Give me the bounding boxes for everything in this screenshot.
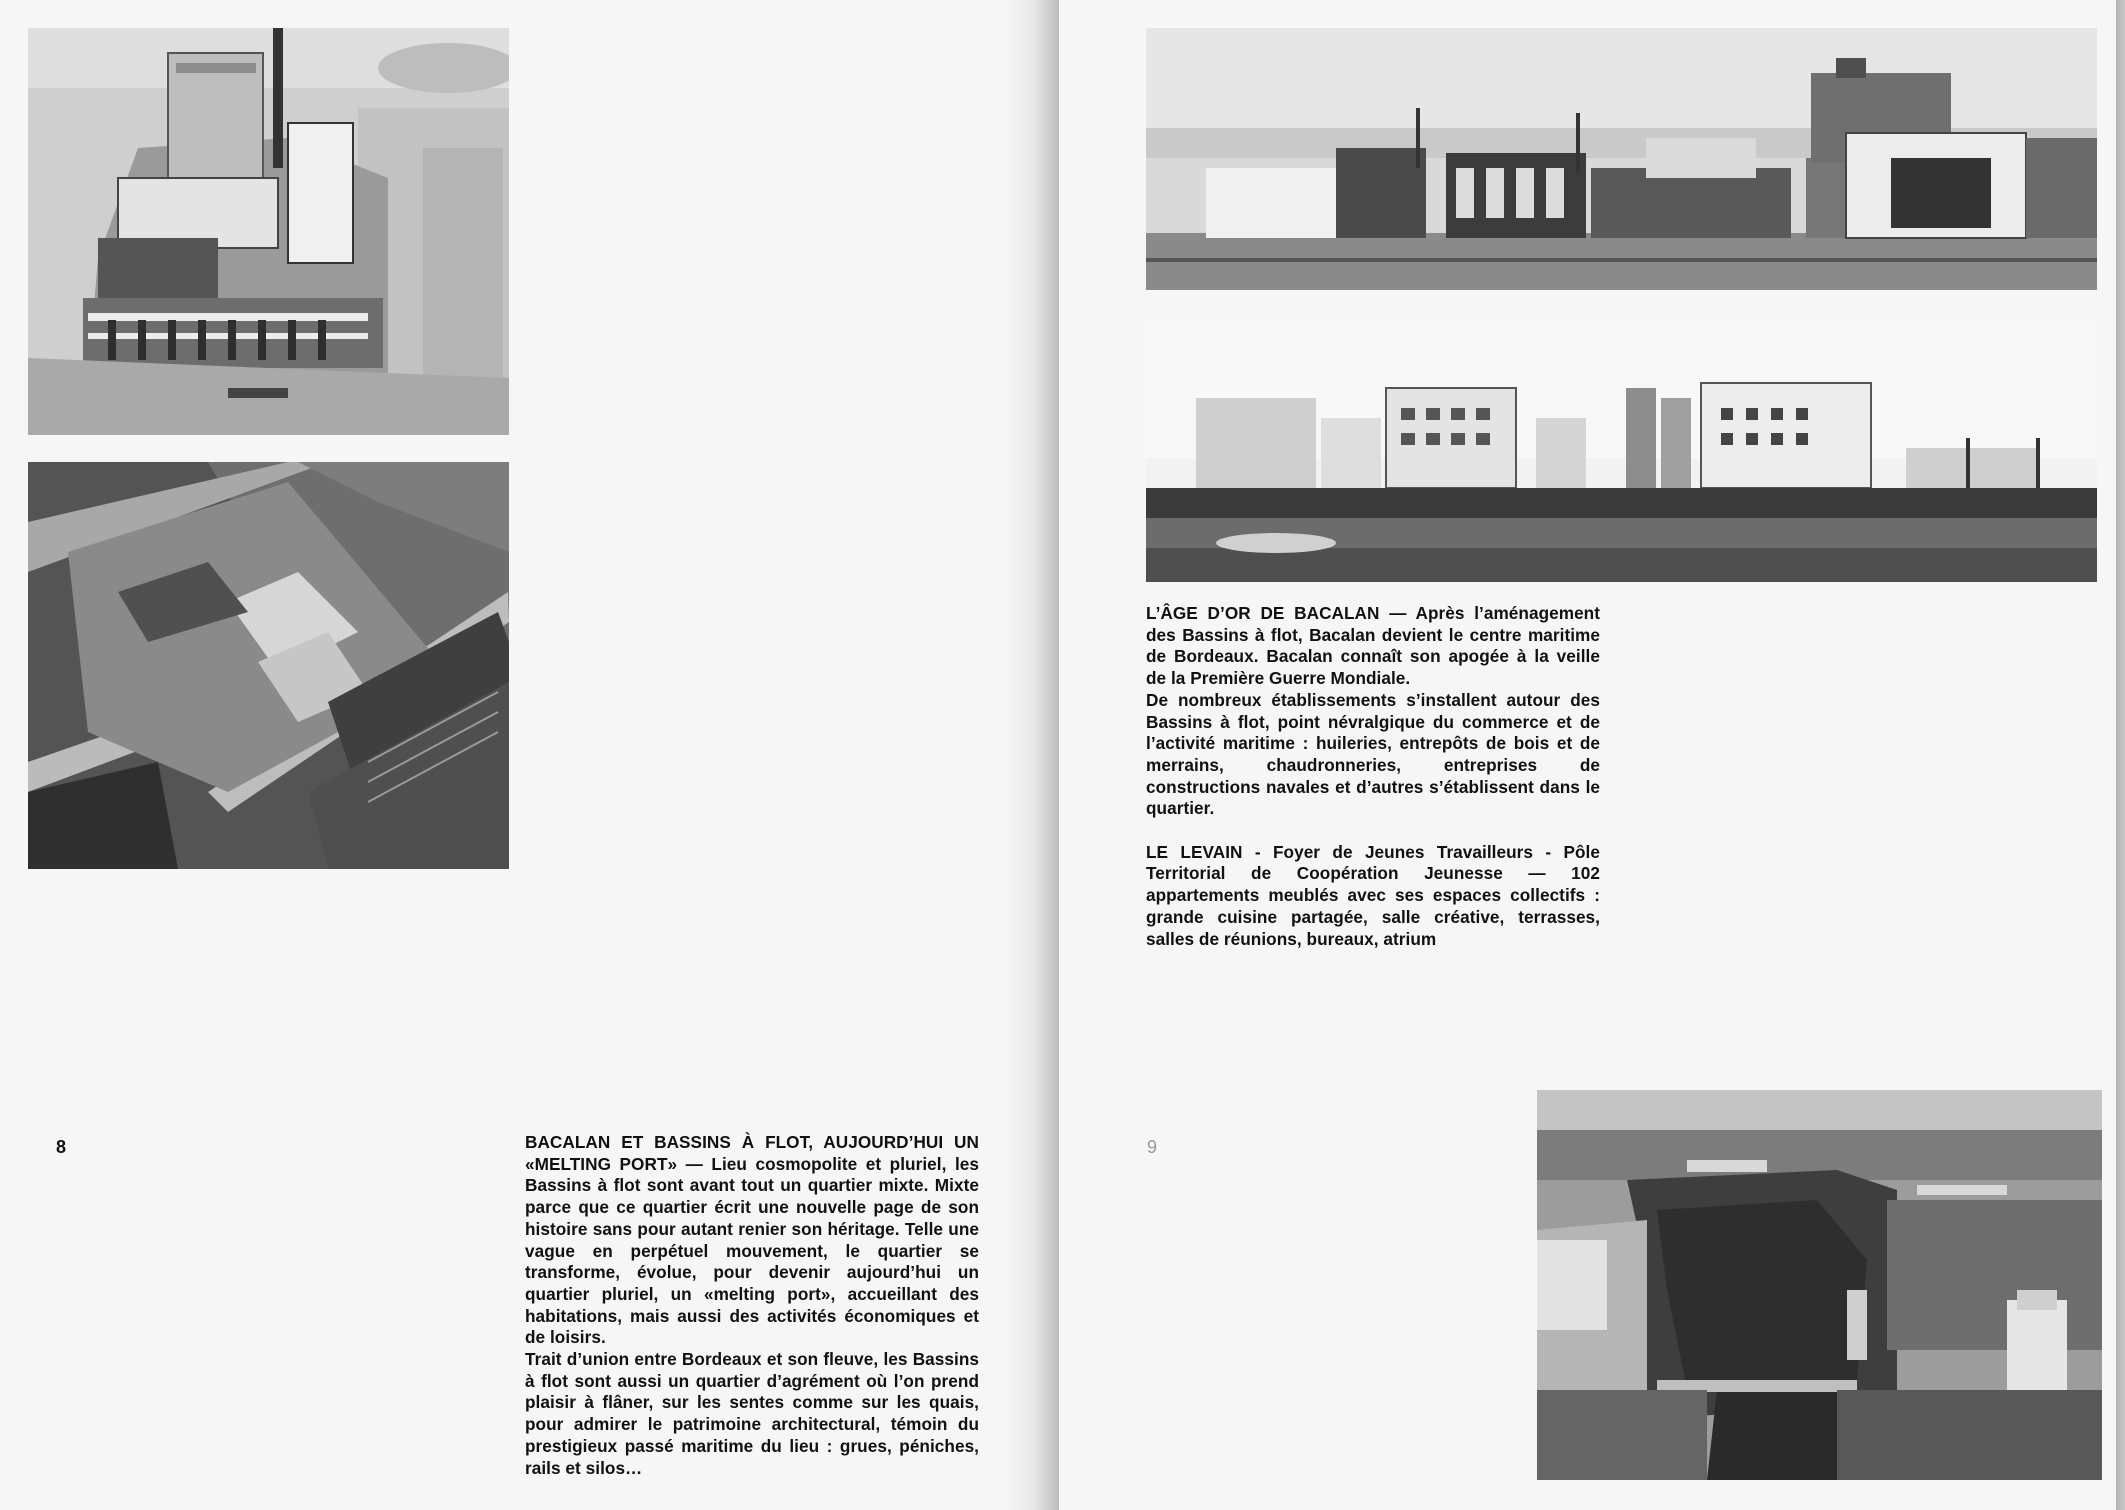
right-text-body: — Après l’aménagement des Bassins à flot, Bacalan devient le centre maritime de Bordeaux. Bacalan connaît son apogée à la veille de la Première Guerre Mondiale. [1146,603,1600,689]
left-text-body: — Lieu cosmopolite et pluriel, les Bassins à flot sont avant tout un quartier mixte. Mixte parce que ce quartier écrit une nouvelle page de son histoire sans pour autant renier son héritage. Telle une vague en perpétuel mouvement, le quartier se transforme, évolue, pour devenir aujourd’hui un quartier pluriel, un «melting port», accueillant des habitations, mais aussi des activités économiques et de loisirs. [525,1153,979,1348]
aerial-photo-map-view [28,462,509,869]
left-page [0,0,1058,1510]
page-number: 8 [56,1137,67,1157]
paragraph-gap [1146,820,1600,842]
right-page [1058,0,2125,1510]
right-text-body-2: De nombreux établissements s’installent autour des Bassins à flot, point névralgique du commerce et de l’activité maritime : huileries, entrepôts de bois et de merrains, chaudronneries, entreprises de constructions navales et d’autres s’établissent dans le quartier. [1146,689,1600,819]
right-text-caption: LE LEVAIN - Foyer de Jeunes Travailleurs - Pôle Territorial de Coopération Jeunesse — 102 appartements meublés avec ses espaces collectifs : grande cuisine partagée, salle créative, terrasses, salles de réunions, bureaux, atrium [1146,841,1600,949]
aerial-photo-docks-basin [1537,1090,2102,1480]
right-text-block [1146,603,1600,950]
panorama-photo-historic-factories [1146,28,2097,290]
book-gutter [1057,0,1059,1510]
gutter-shadow-right [2116,0,2125,1510]
gutter-shadow-left [1005,0,1058,1510]
aerial-photo-factory-block [28,28,509,435]
left-text-heading: BACALAN ET BASSINS À FLOT, AUJOURD’HUI UN «MELTING PORT» [525,1132,979,1174]
panorama-photo-quay-buildings [1146,318,2097,582]
left-text-body-2: Trait d’union entre Bordeaux et son fleuve, les Bassins à flot sont aussi un quartier d’agrément où l’on prend plaisir à flâner, sur les sentes comme sur les quais, pour admirer le patrimoine architectural, témoin du prestigieux passé maritime du lieu : grues, péniches, rails et silos… [525,1349,979,1478]
page-number: 9 [1147,1137,1158,1157]
right-text-heading: L’ÂGE D’OR DE BACALAN [1146,603,1380,623]
left-text-block [525,1132,979,1479]
